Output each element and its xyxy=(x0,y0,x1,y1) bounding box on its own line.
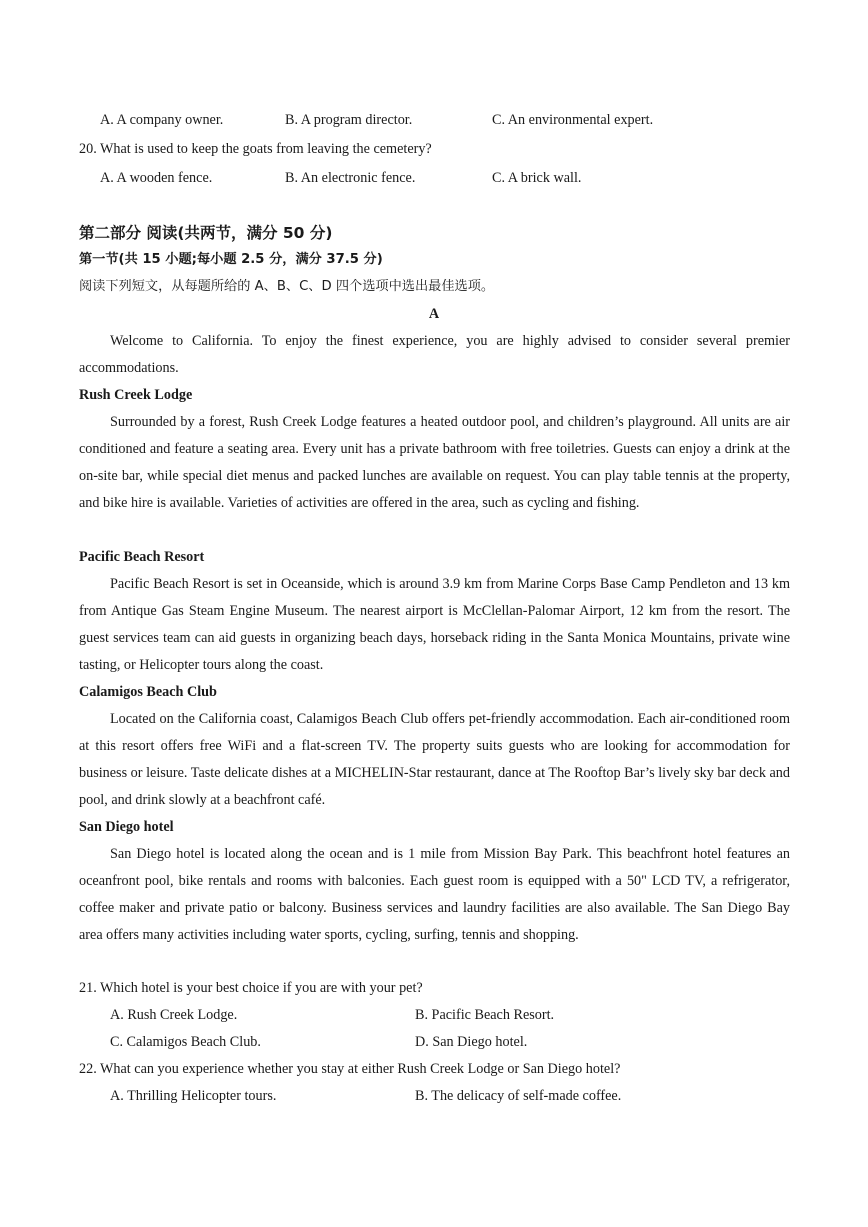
passage-letter: A xyxy=(428,306,440,322)
hotel-paragraph: Pacific Beach Resort is set in Oceanside, which is around 3.9 km from Marine Corps Base Camp Pendleton and 13 km from Antique Gas Steam Engine Museum. The nearest airport is McClellan-Palomar Airport, 12 km from the resort. The guest services team can aid guests in organizing beach days, horseback riding in the Santa Monica Mountains, private wine tasting, or Helicopter tours along the coast. xyxy=(79,576,790,673)
q20-option-a: A. A wooden fence. xyxy=(100,170,213,186)
q22-option-a: A. Thrilling Helicopter tours. xyxy=(110,1088,277,1104)
hotel-text-pacific-beach xyxy=(79,571,790,679)
hotel-paragraph: Surrounded by a forest, Rush Creek Lodge features a heated outdoor pool, and children’s playground. All units are air conditioned and feature a seating area. Every unit has a private bathroom with free toiletries. Guests can enjoy a drink at the on-site bar, while special diet menus and packed lunches are available on request. You can play table tennis at the property, and bike hire is available. Varieties of activities are offered in the area, such as cycling and fishing. xyxy=(79,414,790,511)
q20-option-c: C. A brick wall. xyxy=(492,170,582,186)
part2-section1-title: 第一节(共 15 小题;每小题 2.5 分，满分 37.5 分) xyxy=(79,252,383,267)
q22-question: 22. What can you experience whether you stay at either Rush Creek Lodge or San Diego hotel? xyxy=(79,1061,621,1077)
part2-title: 第二部分 阅读(共两节，满分 50 分) xyxy=(79,224,333,242)
q21-option-a: A. Rush Creek Lodge. xyxy=(110,1007,238,1023)
part2-instruction: 阅读下列短文，从每题所给的 A、B、C、D 四个选项中选出最佳选项。 xyxy=(79,279,495,294)
q21-question: 21. Which hotel is your best choice if you are with your pet? xyxy=(79,980,423,996)
hotel-paragraph: San Diego hotel is located along the ocean and is 1 mile from Mission Bay Park. This beachfront hotel features an oceanfront pool, bike rentals and rooms with balconies. Each guest room is equipped with a 50" LCD TV, a refrigerator, coffee maker and private patio or balcony. Business services and laundry facilities are also available. The San Diego Bay area offers many activities including water sports, cycling, surfing, tennis and shopping. xyxy=(79,846,790,943)
q19-option-c: C. An environmental expert. xyxy=(492,112,654,128)
hotel-text-san-diego xyxy=(79,841,790,949)
hotel-paragraph: Located on the California coast, Calamigos Beach Club offers pet-friendly accommodation. Each air-conditioned room at this resort offers free WiFi and a flat-screen TV. The property suits guests who are looking for accommodation for business or leisure. Taste delicate dishes at a MICHELIN-Star restaurant, dance at The Rooftop Bar’s lively sky bar deck and pool, and drink slowly at a beachfront café. xyxy=(79,711,790,808)
hotel-text-calamigos xyxy=(79,706,790,814)
q21-option-d: D. San Diego hotel. xyxy=(415,1034,528,1050)
hotel-name-calamigos: Calamigos Beach Club xyxy=(79,684,217,700)
q19-option-a: A. A company owner. xyxy=(100,112,224,128)
passage-intro xyxy=(79,328,790,382)
hotel-name-pacific-beach: Pacific Beach Resort xyxy=(79,549,205,565)
q21-option-c: C. Calamigos Beach Club. xyxy=(110,1034,261,1050)
hotel-text-rush-creek xyxy=(79,409,790,517)
hotel-name-rush-creek: Rush Creek Lodge xyxy=(79,387,193,403)
q20-question: 20. What is used to keep the goats from leaving the cemetery? xyxy=(79,141,432,157)
q19-option-b: B. A program director. xyxy=(285,112,413,128)
q20-option-b: B. An electronic fence. xyxy=(285,170,416,186)
q22-option-b: B. The delicacy of self-made coffee. xyxy=(415,1088,622,1104)
passage-intro-text: Welcome to California. To enjoy the finest experience, you are highly advised to consider several premier accommodations. xyxy=(79,333,790,376)
q21-option-b: B. Pacific Beach Resort. xyxy=(415,1007,555,1023)
hotel-name-san-diego: San Diego hotel xyxy=(79,819,174,835)
